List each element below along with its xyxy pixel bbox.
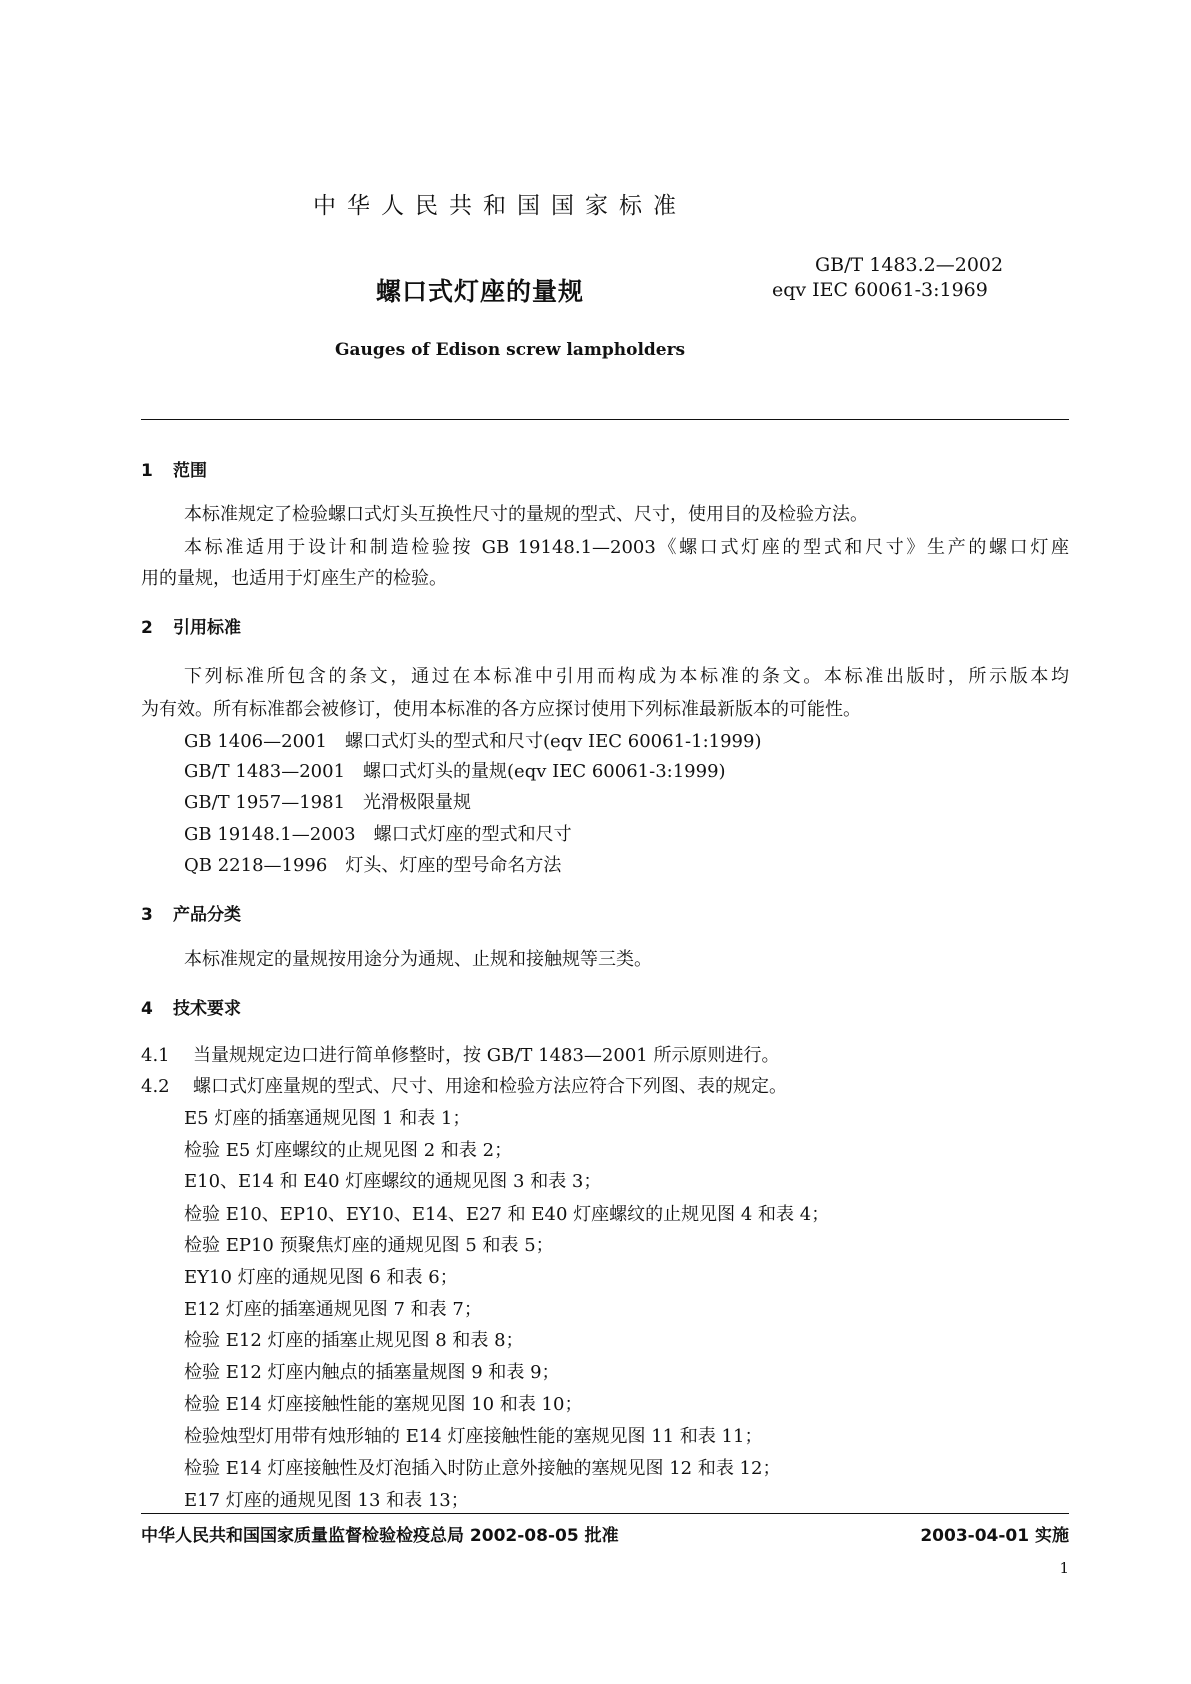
gauge-item: 检验 E12 灯座的插塞止规见图 8 和表 8； (184, 1330, 524, 1351)
approval-statement: 中华人民共和国国家质量监督检验检疫总局 2002-08-05 批准 (141, 1526, 619, 1546)
section-1-title: 范围 (173, 461, 207, 481)
reference-item: GB/T 1483—2001 螺口式灯头的量规(eqv IEC 60061-3:1999) (184, 761, 726, 782)
section-4-number: 4 (141, 999, 153, 1019)
gauge-item: 检验 EP10 预聚焦灯座的通规见图 5 和表 5； (184, 1235, 554, 1256)
clause-4-2-text: 螺口式灯座量规的型式、尺寸、用途和检验方法应符合下列图、表的规定。 (193, 1076, 787, 1097)
section-2-title: 引用标准 (173, 618, 241, 638)
gauge-item: 检验 E14 灯座接触性能的塞规见图 10 和表 10； (184, 1394, 583, 1415)
reference-item: GB 1406—2001 螺口式灯头的型式和尺寸(eqv IEC 60061-1:1999) (184, 731, 762, 752)
section-2-number: 2 (141, 618, 153, 638)
standard-number: GB/T 1483.2—2002 (815, 254, 1004, 276)
gauge-item: 检验 E10、EP10、EY10、E14、E27 和 E40 灯座螺纹的止规见图 4 和表 4； (184, 1204, 830, 1225)
reference-item: GB 19148.1—2003 螺口式灯座的型式和尺寸 (184, 824, 572, 845)
section-1-line: 用的量规，也适用于灯座生产的检验。 (141, 568, 447, 589)
gauge-item: E5 灯座的插塞通规见图 1 和表 1； (184, 1108, 471, 1129)
section-1-number: 1 (141, 461, 153, 481)
standard-equivalence: eqv IEC 60061-3:1969 (772, 279, 988, 301)
gauge-item: 检验 E5 灯座螺纹的止规见图 2 和表 2； (184, 1140, 513, 1161)
gauge-item: E17 灯座的通规见图 13 和表 13； (184, 1490, 469, 1511)
page-number: 1 (1059, 1559, 1069, 1577)
gauge-item: E10、E14 和 E40 灯座螺纹的通规见图 3 和表 3； (184, 1171, 602, 1192)
national-standard-heading: 中华人民共和国国家标准 (313, 193, 687, 219)
section-1-line: 本标准适用于设计和制造检验按 GB 19148.1—2003《螺口式灯座的型式和尺寸》生产的螺口灯座 (184, 537, 1069, 558)
header-divider (141, 419, 1069, 420)
reference-item: GB/T 1957—1981 光滑极限量规 (184, 792, 472, 813)
section-3-title: 产品分类 (173, 905, 241, 925)
section-3-number: 3 (141, 905, 153, 925)
section-3-line: 本标准规定的量规按用途分为通规、止规和接触规等三类。 (184, 949, 652, 970)
gauge-item: 检验 E14 灯座接触性及灯泡插入时防止意外接触的塞规见图 12 和表 12； (184, 1458, 781, 1479)
section-2-line: 下列标准所包含的条文，通过在本标准中引用而构成为本标准的条文。本标准出版时，所示版本均 (184, 666, 1069, 687)
gauge-item: 检验烛型灯用带有烛形轴的 E14 灯座接触性能的塞规见图 11 和表 11； (184, 1426, 763, 1447)
clause-4-1-text: 当量规规定边口进行简单修整时，按 GB/T 1483—2001 所示原则进行。 (193, 1045, 780, 1066)
section-4-title: 技术要求 (173, 999, 241, 1019)
section-2-line: 为有效。所有标准都会被修订，使用本标准的各方应探讨使用下列标准最新版本的可能性。 (141, 699, 861, 720)
english-title: Gauges of Edison screw lampholders (335, 340, 686, 360)
clause-4-2-number: 4.2 (141, 1076, 170, 1097)
footer-divider (141, 1513, 1069, 1514)
gauge-item: 检验 E12 灯座内触点的插塞量规图 9 和表 9； (184, 1362, 560, 1383)
gauge-item: EY10 灯座的通规见图 6 和表 6； (184, 1267, 458, 1288)
section-1-line: 本标准规定了检验螺口式灯头互换性尺寸的量规的型式、尺寸，使用目的及检验方法。 (184, 504, 868, 525)
implementation-date: 2003-04-01 实施 (920, 1526, 1069, 1546)
reference-item: QB 2218—1996 灯头、灯座的型号命名方法 (184, 855, 562, 876)
document-title: 螺口式灯座的量规 (376, 277, 585, 306)
clause-4-1-number: 4.1 (141, 1045, 170, 1066)
gauge-item: E12 灯座的插塞通规见图 7 和表 7； (184, 1299, 482, 1320)
